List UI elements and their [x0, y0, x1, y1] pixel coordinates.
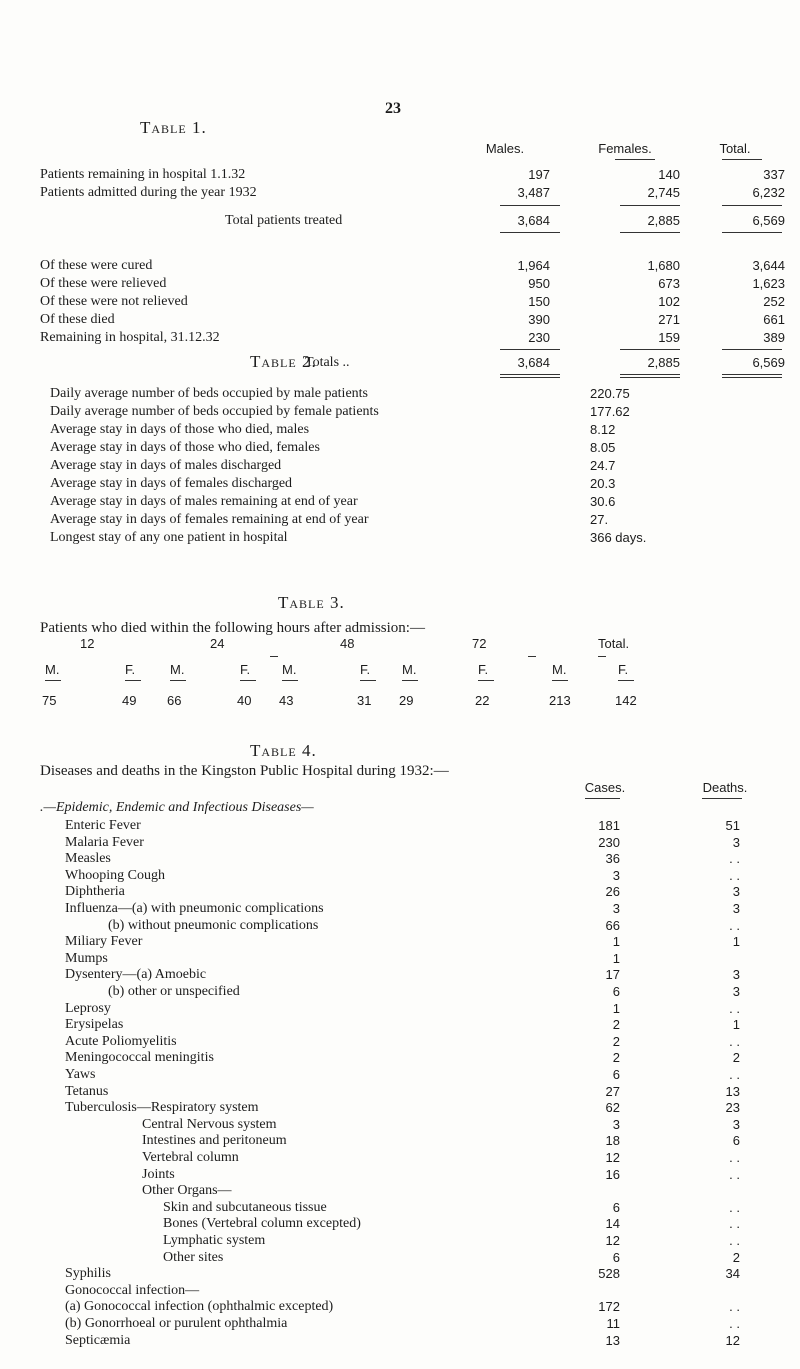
table4-caption: Diseases and deaths in the Kingston Public Hospital during 1932:— — [40, 763, 449, 779]
table3-sex-header: M. — [170, 662, 185, 677]
table4-row-label: Vertebral column — [142, 1150, 239, 1165]
table4-row-label: Meningococcal meningitis — [65, 1050, 214, 1066]
rule-line — [722, 374, 782, 375]
table1-row-remaining-total: 337 — [763, 167, 785, 182]
table4-row-cases: 16 — [605, 1166, 620, 1182]
table4-row-label: (b) without pneumonic complications — [108, 917, 319, 933]
table4-row-cases: 11 — [606, 1316, 620, 1331]
rule-line — [620, 232, 680, 233]
table3-hour-header: 72 — [472, 636, 487, 651]
table1-header-total: Total. — [719, 141, 751, 156]
table4-row-deaths: 3 — [732, 984, 740, 999]
table2-row-label: Average stay in days of females discharged — [50, 476, 293, 491]
table4-row-label: Septicæmia — [65, 1332, 131, 1348]
table4-row-label: Erysipelas — [65, 1017, 124, 1033]
table4-row-label: Enteric Fever — [65, 818, 141, 833]
table3-value: 66 — [167, 693, 182, 708]
rule-line — [500, 377, 560, 378]
table4-row-deaths: . . — [729, 1033, 740, 1049]
table3-sex-header: M. — [45, 662, 60, 677]
table1-row-outcome-total: 252 — [763, 294, 785, 309]
rule-line — [500, 205, 560, 206]
table4-row-label: Bones (Vertebral column excepted) — [163, 1216, 361, 1232]
rule-line — [478, 680, 494, 681]
table4-row-label: Tetanus — [65, 1083, 109, 1099]
table1-row-admitted-males: 3,487 — [517, 185, 550, 200]
table4-row-label: Other sites — [163, 1249, 224, 1265]
table4-row-cases: 230 — [598, 834, 620, 850]
table3-sex-header: M. — [402, 662, 417, 677]
table1-row-totals-females: 2,885 — [647, 355, 680, 370]
rule-line — [402, 680, 418, 681]
table4-row-deaths: . . — [729, 1216, 740, 1232]
table2-row-label: Daily average number of beds occupied by female patients — [50, 404, 379, 419]
rule-line — [722, 349, 782, 350]
table3-value: 43 — [279, 693, 294, 708]
table4-row-label: Miliary Fever — [65, 934, 143, 950]
table4-row-deaths: . . — [729, 1067, 740, 1082]
page-number: 23 — [385, 100, 401, 117]
table3-hour-header: 48 — [340, 636, 355, 651]
table4-row-cases: 2 — [612, 1033, 620, 1049]
table4-row-label: Lymphatic system — [163, 1233, 266, 1248]
table4-row-deaths: . . — [729, 1199, 740, 1215]
table4-row-deaths: 3 — [732, 1116, 740, 1132]
table1-row-outcome-males: 1,964 — [517, 258, 550, 273]
table4-row-cases: 36 — [605, 851, 620, 867]
table3-value: 31 — [357, 693, 372, 708]
table4-row-deaths: 34 — [725, 1266, 740, 1282]
table4-row-label: Dysentery—(a) Amoebic — [65, 967, 207, 983]
rule-line — [722, 377, 782, 378]
table4-row-deaths: 51 — [725, 818, 740, 833]
table1-row-outcome-total: 661 — [763, 312, 785, 327]
table2-row-label: Daily average number of beds occupied by male patients — [50, 386, 368, 401]
table1-row-totals-males: 3,684 — [517, 355, 550, 370]
table4-row-label: Other Organs— — [142, 1183, 232, 1199]
table4-row-cases: 12 — [605, 1150, 620, 1165]
table1-row-outcome-females: 1,680 — [647, 258, 680, 273]
table4-row-cases: 27 — [605, 1083, 620, 1099]
table1-row-outcome-label: Of these were cured — [40, 258, 153, 273]
rule-line — [620, 205, 680, 206]
table1-title: Table 1. — [140, 118, 207, 137]
table2-row-label: Average stay in days of those who died, males — [50, 422, 310, 437]
table1-row-outcome-total: 389 — [763, 330, 785, 345]
rule-line — [722, 232, 782, 233]
table4-row-deaths: . . — [729, 851, 740, 867]
table1-row-outcome-label: Of these were not relieved — [40, 294, 188, 309]
table3-value: 75 — [42, 693, 57, 708]
table3-value: 49 — [122, 693, 137, 708]
table4-section-heading: .—Epidemic, Endemic and Infectious Diseases— — [40, 800, 314, 815]
table3-sex-header: F. — [125, 662, 136, 677]
table1-row-outcome-total: 3,644 — [752, 258, 785, 273]
table4-row-cases: 12 — [605, 1233, 620, 1248]
table2-row-value: 20.3 — [590, 476, 616, 491]
table4-row-deaths: . . — [729, 1150, 740, 1165]
table1-row-remaining-label: Patients remaining in hospital 1.1.32 — [40, 167, 246, 182]
table4-row-label: Intestines and peritoneum — [142, 1133, 287, 1149]
rule-line — [125, 680, 141, 681]
table1-row-outcome-total: 1,623 — [752, 276, 785, 291]
table4-row-cases: 3 — [612, 1116, 620, 1132]
rule-line — [500, 232, 560, 233]
table2-row-value: 30.6 — [590, 494, 616, 509]
table4-row-deaths: 3 — [732, 901, 740, 916]
table3-title: Table 3. — [278, 593, 345, 612]
table4-row-label: Joints — [142, 1166, 175, 1182]
table2-row-value: 27. — [590, 512, 609, 527]
table1-row-total-treated-females: 2,885 — [647, 213, 680, 228]
table4-row-deaths: 3 — [732, 834, 740, 850]
table4-row-cases: 181 — [598, 818, 620, 833]
table1-row-admitted-females: 2,745 — [647, 185, 680, 200]
table4-row-deaths: 6 — [732, 1133, 740, 1149]
rule-line — [170, 680, 186, 681]
table4-row-label: Tuberculosis—Respiratory system — [65, 1100, 259, 1116]
table1-row-total-treated-males: 3,684 — [517, 213, 550, 228]
table4-row-deaths: . . — [729, 867, 740, 883]
table4-header-deaths: Deaths. — [702, 780, 748, 795]
table4-header-cases: Cases. — [584, 780, 626, 795]
table3-sex-header: F. — [360, 662, 371, 677]
table4-row-deaths: 13 — [725, 1083, 740, 1099]
table3-hour-header: 12 — [80, 636, 95, 651]
table4-row-cases: 18 — [605, 1133, 620, 1149]
table4-row-cases: 172 — [598, 1299, 620, 1315]
table4-row-label: Acute Poliomyelitis — [65, 1033, 177, 1049]
rule-line — [598, 656, 606, 657]
table4-row-cases: 14 — [605, 1216, 620, 1232]
rule-line — [500, 374, 560, 375]
table1-row-total-treated-label: Total patients treated — [225, 213, 343, 228]
table3-value: 142 — [615, 693, 637, 708]
table4-row-label: Skin and subcutaneous tissue — [163, 1199, 327, 1215]
table1-row-outcome-label: Of these were relieved — [40, 276, 167, 291]
table1-row-admitted-label: Patients admitted during the year 1932 — [40, 185, 257, 200]
table1-row-outcome-males: 150 — [528, 294, 550, 309]
table4-title: Table 4. — [250, 741, 317, 760]
table1-row-outcome-females: 673 — [658, 276, 680, 291]
table3-sex-header: F. — [618, 662, 629, 677]
table4-row-deaths: . . — [729, 1166, 740, 1182]
table1-row-outcome-males: 390 — [528, 312, 550, 327]
rule-line — [620, 377, 680, 378]
table4-row-cases: 528 — [598, 1266, 620, 1282]
table4-row-deaths: . . — [729, 1233, 740, 1248]
table4-row-label: Whooping Cough — [65, 867, 165, 883]
table2-row-label: Average stay in days of males discharged — [50, 458, 282, 473]
table1-row-outcome-females: 271 — [658, 312, 680, 327]
table4-row-deaths: . . — [729, 917, 740, 933]
table2-row-value: 220.75 — [590, 386, 630, 401]
table4-row-deaths: 3 — [732, 967, 740, 983]
rule-line — [282, 680, 298, 681]
table4-row-label: (b) other or unspecified — [108, 984, 240, 999]
table3-sex-header: F. — [478, 662, 489, 677]
table4-row-label: (a) Gonococcal infection (ophthalmic excepted) — [65, 1299, 334, 1315]
table4-row-label: Diphtheria — [65, 884, 125, 900]
table1-row-totals-label: Totals .. — [305, 355, 350, 370]
table3-sex-header: F. — [240, 662, 251, 677]
table4-row-deaths: 2 — [732, 1050, 740, 1066]
table4-row-cases: 17 — [605, 967, 620, 983]
table3-sex-header: M. — [552, 662, 567, 677]
table1-header-females: Females. — [598, 141, 652, 156]
table1-row-total-treated-total: 6,569 — [752, 213, 785, 228]
table4-row-label: Influenza—(a) with pneumonic complications — [65, 901, 324, 916]
rule-line — [618, 680, 634, 681]
table4-row-cases: 2 — [612, 1050, 620, 1066]
table4-row-cases: 66 — [605, 917, 620, 933]
table1-row-outcome-label: Of these died — [40, 312, 115, 327]
table4-row-label: Central Nervous system — [142, 1116, 277, 1132]
table1-row-totals-total: 6,569 — [752, 355, 785, 370]
table2-row-label: Average stay in days of those who died, females — [50, 440, 320, 455]
table4-row-label: Leprosy — [65, 1000, 111, 1016]
table4-row-deaths: . . — [729, 1299, 740, 1315]
table3-caption: Patients who died within the following hours after admission:— — [40, 620, 425, 636]
table4-row-label: (b) Gonorrhoeal or purulent ophthalmia — [65, 1316, 288, 1331]
rule-line — [528, 656, 536, 657]
table3-value: 22 — [475, 693, 490, 708]
table2-row-value: 24.7 — [590, 458, 616, 473]
table1-row-outcome-females: 102 — [658, 294, 680, 309]
table2-title: Table 2. — [250, 352, 317, 371]
table4-row-deaths: 3 — [732, 884, 740, 900]
table1-row-remaining-males: 197 — [528, 167, 550, 182]
table4-row-deaths: 23 — [725, 1100, 740, 1116]
table3-sex-header: M. — [282, 662, 297, 677]
rule-line — [45, 680, 61, 681]
table2-row-label: Average stay in days of males remaining at end of year — [50, 494, 358, 509]
table4-row-cases: 1 — [612, 950, 620, 966]
table4-row-deaths: 12 — [725, 1332, 740, 1348]
table4-row-cases: 13 — [605, 1332, 620, 1348]
table4-row-deaths: . . — [729, 1316, 740, 1331]
rule-line — [270, 656, 278, 657]
table4-row-label: Syphilis — [65, 1266, 111, 1282]
table1-row-admitted-total: 6,232 — [752, 185, 785, 200]
table4-row-cases: 1 — [612, 1000, 620, 1016]
table1-row-outcome-females: 159 — [658, 330, 680, 345]
table1-row-outcome-label: Remaining in hospital, 31.12.32 — [40, 330, 220, 345]
table3-value: 213 — [549, 693, 571, 708]
table4-row-cases: 62 — [605, 1100, 620, 1116]
table1-header-males: Males. — [485, 141, 525, 156]
table4-row-cases: 26 — [605, 884, 620, 900]
table1-row-outcome-males: 950 — [528, 276, 550, 291]
table4-row-label: Gonococcal infection— — [65, 1282, 200, 1298]
table2-row-value: 8.12 — [590, 422, 616, 437]
table4-row-deaths: . . — [729, 1000, 740, 1016]
table4-row-cases: 2 — [612, 1017, 620, 1033]
table2-row-value: 366 days. — [590, 530, 647, 545]
table4-row-cases: 6 — [612, 1249, 620, 1265]
table4-row-deaths: 1 — [732, 1017, 740, 1033]
table2-row-label: Average stay in days of females remaining at end of year — [50, 512, 369, 527]
table4-row-label: Malaria Fever — [65, 834, 144, 850]
table4-row-label: Yaws — [65, 1067, 96, 1082]
table4-row-deaths: 2 — [732, 1249, 740, 1265]
rule-line — [500, 349, 560, 350]
table2-row-value: 8.05 — [590, 440, 616, 455]
table3-value: 40 — [237, 693, 252, 708]
rule-line — [722, 205, 782, 206]
table3-value: 29 — [399, 693, 414, 708]
table3-total-header: Total. — [598, 636, 630, 651]
rule-line — [620, 374, 680, 375]
table3-hour-header: 24 — [210, 636, 225, 651]
table4-row-cases: 6 — [612, 984, 620, 999]
table1-row-outcome-males: 230 — [528, 330, 550, 345]
table4-row-cases: 6 — [612, 1067, 620, 1082]
rule-line — [620, 349, 680, 350]
table4-row-cases: 3 — [612, 867, 620, 883]
table4-row-cases: 3 — [612, 901, 620, 916]
rule-line — [360, 680, 376, 681]
rule-line — [240, 680, 256, 681]
table2-row-label: Longest stay of any one patient in hospital — [50, 530, 288, 545]
table4-row-cases: 6 — [612, 1199, 620, 1215]
table4-row-cases: 1 — [612, 934, 620, 950]
table4-row-label: Mumps — [65, 950, 108, 966]
rule-line — [552, 680, 568, 681]
table4-row-deaths: 1 — [732, 934, 740, 950]
table2-row-value: 177.62 — [590, 404, 630, 419]
table4-row-label: Measles — [65, 851, 111, 867]
table1-row-remaining-females: 140 — [658, 167, 680, 182]
